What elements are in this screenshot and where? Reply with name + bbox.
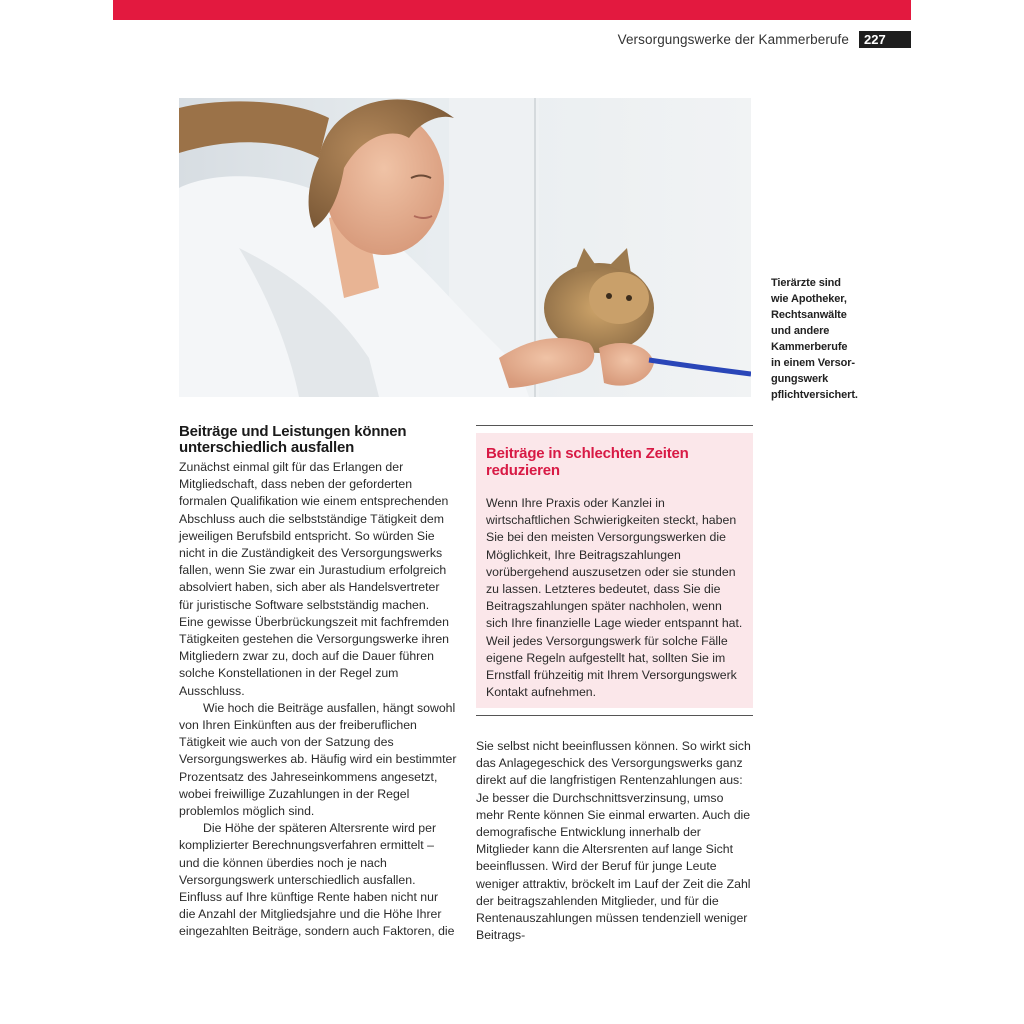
tip-box-text: Wenn Ihre Praxis oder Kanzlei in wirtschaftlichen Schwierigkeiten steckt, haben Sie bei den meisten Versorgungswerken die Möglichkeit, Ihre Beitragszahlungen vorübergehend auszusetzen oder sie stunden zu lassen. Letzteres bedeutet, dass Sie die Beitragszahlungen später nachholen, wenn sich Ihre finanzielle Lage wieder entspannt hat. Weil jedes Versorgungswerk für solche Fälle eigene Regeln aufgestellt hat, sollten Sie im Ernstfall frühzeitig mit Ihrem Versorgungswerk Kontakt aufnehmen. [486,496,743,700]
article-continuation: Sie selbst nicht beeinflussen können. So wirkt sich das Anlagegeschick des Versorgungswerks ganz direkt auf die langfristigen Rentenzahlungen aus: Je besser die Durchschnittsverzinsung, umso mehr Rente können Sie einmal erwarten. Auch die demografische Entwicklung innerhalb der Mitglieder kann die Altersrenten auf lange Sicht beeinflussen. Wird der Beruf für junge Leute weniger attraktiv, bröckelt im Lauf der Zeit die Zahl der beitragszahlenden Mitglieder, und für die Rentenauszahlungen müssen tendenziell weniger Beitrags- [476,739,751,943]
article-photo [179,98,751,397]
tip-box-title: Beiträge in schlechten Zeiten reduzieren [486,445,689,479]
article-heading: Beiträge und Leistungen können unterschiedlich ausfallen [179,423,407,456]
page-number: 227 [859,31,911,48]
top-accent-bar [113,0,911,20]
box-bottom-rule [476,715,753,716]
veterinarian-with-kitten-photo [179,98,751,397]
article-paragraph: Wie hoch die Beiträge ausfallen, hängt sowohl von Ihren Einkünften aus der freiberuflichen Tätigkeit wie auch von der Satzung des Versorgungswerkes ab. Häufig wird ein bestimmter Prozentsatz des Jahreseinkommens angesetzt, wobei freiwillige Zuzahlungen in der Regel problemlos möglich sind. [179,700,457,819]
article-column-left [179,424,457,941]
running-title: Versorgungswerke der Kammerberufe [617,31,849,47]
article-paragraph: Die Höhe der späteren Altersrente wird per komplizierter Berechnungsverfahren ermittelt – und die können überdies noch je nach Versorgungswerk unterschiedlich ausfallen. Einfluss auf Ihre künftige Rente haben nicht nur die Anzahl der Mitgliedsjahre und die Höhe Ihrer eingezahlten Beiträge, sondern auch Faktoren, die [179,821,455,939]
photo-caption: Tierärzte sind wie Apotheker, Rechtsanwälte und andere Kammerberufe in einem Versor- gungswerk pflichtversichert. [771,277,858,401]
running-header [618,30,911,48]
tip-box [476,433,753,708]
article-column-right [476,738,753,944]
box-top-rule [476,425,753,426]
article-paragraph: Zunächst einmal gilt für das Erlangen der Mitgliedschaft, dass neben der geforderten formalen Qualifikation wie einem entsprechenden Abschluss auch die selbstständige Tätigkeit dem jeweiligen Berufsbild entspricht. So würden Sie nicht in die Zuständigkeit des Versorgungswerks fallen, wenn Sie zwar ein Jurastudium erfolgreich absolviert haben, sich aber als Handelsvertreter für juristische Software selbstständig machen. Eine gewisse Überbrückungszeit mit fachfremden Tätigkeiten gestehen die Versorgungswerke ihren Mitgliedern zwar zu, doch auf die Dauer führen solche Konstellationen in der Regel zum Ausschluss. [179,460,450,698]
